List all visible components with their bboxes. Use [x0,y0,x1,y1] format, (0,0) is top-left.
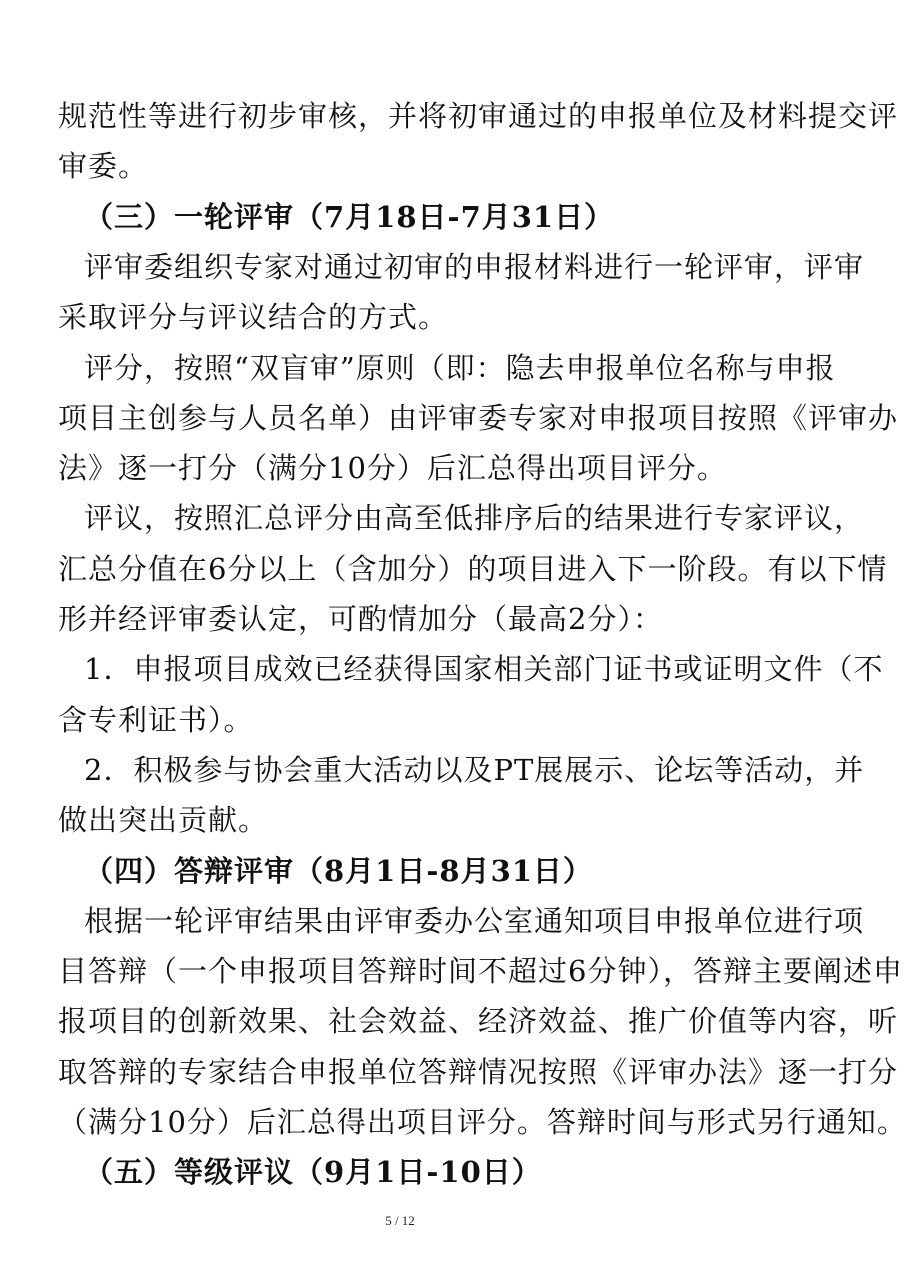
section-heading-5: （五）等级评议（9月1日-10日） [84,1155,542,1190]
list-item-2: 2．积极参与协会重大活动以及PT展展示、论坛等活动，并 [84,752,865,787]
body-text-line: 审委。 [58,149,149,184]
list-item-1: 1．申报项目成效已经获得国家相关部门证书或证明文件（不 [84,652,884,687]
page-number: 5 / 12 [385,1213,415,1228]
body-text-line: 根据一轮评审结果由评审委办公室通知项目申报单位进行项 [84,903,865,938]
body-text-line: 汇总分值在6分以上（含加分）的项目进入下一阶段。有以下情 [58,551,888,586]
body-text-line: 取答辩的专家结合申报单位答辩情况按照《评审办法》逐一打分 [58,1054,899,1089]
body-text-line: 含专利证书）。 [58,702,254,737]
body-text-line: 采取评分与评议结合的方式。 [58,300,449,335]
body-text-line: 评分，按照“双盲审”原则（即：隐去申报单位名称与申报 [84,350,836,385]
body-text-line: 评议，按照汇总评分由高至低排序后的结果进行专家评议， [84,501,865,536]
body-text-line: 评审委组织专家对通过初审的申报材料进行一轮评审，评审 [84,249,865,284]
section-heading-3: （三）一轮评审（7月18日-7月31日） [84,199,615,234]
body-text-line: 做出突出贡献。 [58,803,269,838]
body-text-line: 规范性等进行初步审核，并将初审通过的申报单位及材料提交评 [58,99,899,133]
body-text-line: 报项目的创新效果、社会效益、经济效益、推广价值等内容，听 [58,1004,899,1039]
body-text-line: 目答辩（一个申报项目答辩时间不超过6分钟），答辩主要阐述申 [58,954,903,989]
section-heading-4: （四）答辩评审（8月1日-8月31日） [84,853,593,888]
body-text-line: （满分10分）后汇总得出项目评分。答辩时间与形式另行通知。 [58,1105,907,1139]
body-text-line: 项目主创参与人员名单）由评审委专家对申报项目按照《评审办 [58,400,899,435]
body-text-line: 法》逐一打分（满分10分）后汇总得出项目评分。 [58,451,727,486]
body-text-line: 形并经评审委认定，可酌情加分（最高2分）： [58,602,663,636]
